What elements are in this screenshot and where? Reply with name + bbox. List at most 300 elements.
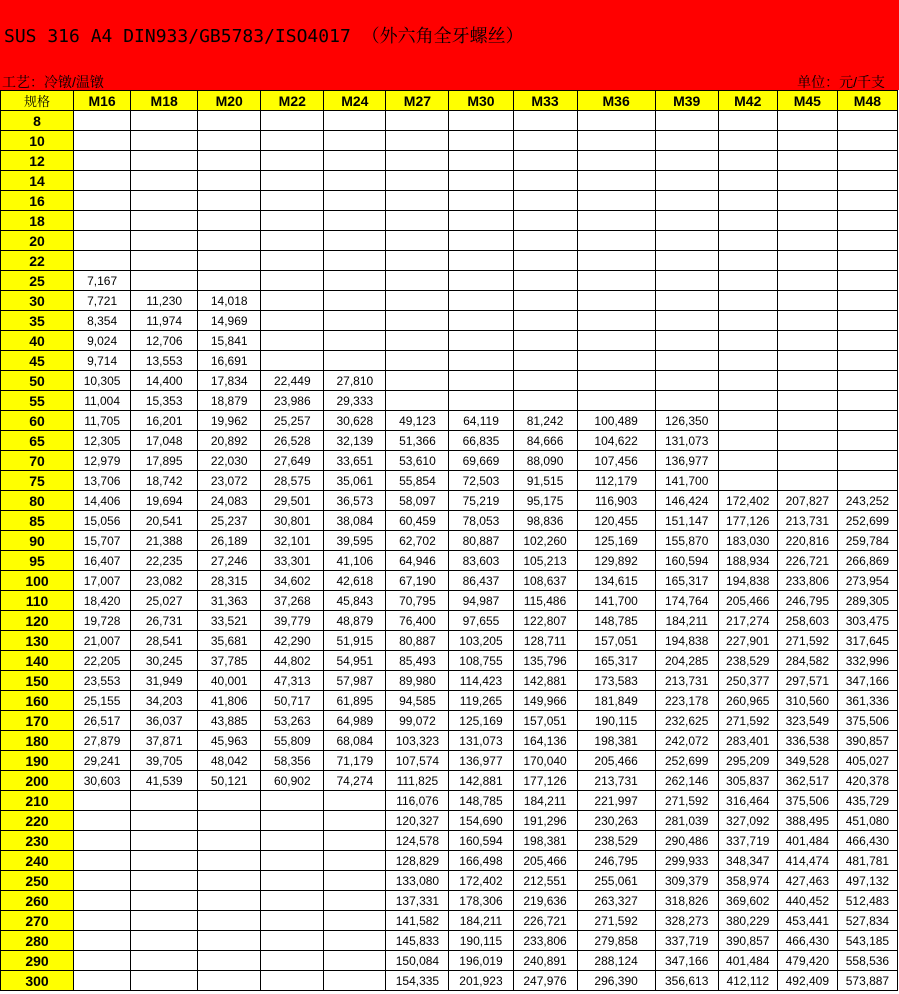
price-cell xyxy=(513,151,577,171)
price-cell: 44,802 xyxy=(261,651,324,671)
price-cell: 242,072 xyxy=(655,731,718,751)
price-cell xyxy=(655,291,718,311)
table-row xyxy=(1,871,898,891)
column-header: M16 xyxy=(74,91,131,111)
price-cell: 310,560 xyxy=(777,691,837,711)
price-cell: 41,106 xyxy=(324,551,386,571)
length-cell: 60 xyxy=(1,411,74,431)
price-cell xyxy=(74,891,131,911)
price-cell xyxy=(324,231,386,251)
price-cell xyxy=(198,151,261,171)
price-cell: 131,073 xyxy=(655,431,718,451)
price-cell xyxy=(198,211,261,231)
price-cell: 107,456 xyxy=(577,451,655,471)
price-cell xyxy=(131,231,198,251)
price-cell: 388,495 xyxy=(777,811,837,831)
price-cell: 128,711 xyxy=(513,631,577,651)
price-cell xyxy=(261,151,324,171)
price-cell xyxy=(837,231,897,251)
price-cell xyxy=(324,791,386,811)
column-header: M42 xyxy=(718,91,777,111)
length-cell: 140 xyxy=(1,651,74,671)
price-cell xyxy=(324,831,386,851)
price-cell xyxy=(655,251,718,271)
length-cell: 80 xyxy=(1,491,74,511)
price-cell: 103,205 xyxy=(449,631,513,651)
price-cell: 283,401 xyxy=(718,731,777,751)
price-cell xyxy=(74,831,131,851)
price-cell xyxy=(777,251,837,271)
price-cell xyxy=(324,951,386,971)
table-row xyxy=(1,431,898,451)
price-cell: 88,090 xyxy=(513,451,577,471)
price-cell: 250,377 xyxy=(718,671,777,691)
price-cell xyxy=(74,871,131,891)
price-cell: 99,072 xyxy=(386,711,449,731)
price-cell xyxy=(198,931,261,951)
price-cell: 19,728 xyxy=(74,611,131,631)
price-cell: 84,666 xyxy=(513,431,577,451)
price-cell: 104,622 xyxy=(577,431,655,451)
price-cell xyxy=(777,231,837,251)
price-cell: 64,989 xyxy=(324,711,386,731)
price-cell xyxy=(449,351,513,371)
price-cell: 226,721 xyxy=(513,911,577,931)
price-cell: 405,027 xyxy=(837,751,897,771)
price-cell: 35,681 xyxy=(198,631,261,651)
length-cell: 160 xyxy=(1,691,74,711)
price-cell: 412,112 xyxy=(718,971,777,991)
price-cell: 39,705 xyxy=(131,751,198,771)
price-cell xyxy=(837,131,897,151)
price-cell xyxy=(655,131,718,151)
price-cell: 213,731 xyxy=(655,671,718,691)
table-row xyxy=(1,271,898,291)
table-row xyxy=(1,791,898,811)
price-cell: 39,595 xyxy=(324,531,386,551)
price-cell: 170,040 xyxy=(513,751,577,771)
price-cell: 23,553 xyxy=(74,671,131,691)
table-row xyxy=(1,331,898,351)
price-cell xyxy=(324,911,386,931)
price-cell: 232,625 xyxy=(655,711,718,731)
price-cell: 157,051 xyxy=(577,631,655,651)
price-cell: 74,274 xyxy=(324,771,386,791)
price-cell: 164,136 xyxy=(513,731,577,751)
price-cell: 83,603 xyxy=(449,551,513,571)
price-cell: 427,463 xyxy=(777,871,837,891)
price-cell xyxy=(513,331,577,351)
table-row xyxy=(1,951,898,971)
price-cell: 181,849 xyxy=(577,691,655,711)
price-cell: 226,721 xyxy=(777,551,837,571)
price-cell: 205,466 xyxy=(718,591,777,611)
price-cell xyxy=(449,271,513,291)
price-cell: 25,027 xyxy=(131,591,198,611)
price-cell: 260,965 xyxy=(718,691,777,711)
price-cell xyxy=(386,131,449,151)
price-cell xyxy=(718,411,777,431)
price-cell: 196,019 xyxy=(449,951,513,971)
price-cell: 22,235 xyxy=(131,551,198,571)
price-cell: 47,313 xyxy=(261,671,324,691)
price-cell: 174,764 xyxy=(655,591,718,611)
price-cell: 246,795 xyxy=(777,591,837,611)
price-cell: 318,826 xyxy=(655,891,718,911)
price-cell: 466,430 xyxy=(837,831,897,851)
price-cell: 414,474 xyxy=(777,851,837,871)
price-cell xyxy=(655,211,718,231)
price-cell: 71,179 xyxy=(324,751,386,771)
length-cell: 230 xyxy=(1,831,74,851)
price-cell: 207,827 xyxy=(777,491,837,511)
price-cell xyxy=(837,271,897,291)
price-cell: 66,835 xyxy=(449,431,513,451)
price-cell: 212,551 xyxy=(513,871,577,891)
price-cell xyxy=(777,151,837,171)
column-header: M24 xyxy=(324,91,386,111)
price-cell: 479,420 xyxy=(777,951,837,971)
price-cell xyxy=(324,251,386,271)
price-cell: 91,515 xyxy=(513,471,577,491)
column-header: M39 xyxy=(655,91,718,111)
price-cell xyxy=(324,851,386,871)
price-cell xyxy=(386,191,449,211)
price-cell xyxy=(655,271,718,291)
length-cell: 190 xyxy=(1,751,74,771)
price-cell xyxy=(718,391,777,411)
price-cell xyxy=(655,311,718,331)
price-cell: 217,274 xyxy=(718,611,777,631)
price-cell: 37,871 xyxy=(131,731,198,751)
price-cell: 154,690 xyxy=(449,811,513,831)
price-cell: 115,486 xyxy=(513,591,577,611)
price-cell: 15,841 xyxy=(198,331,261,351)
price-cell: 25,257 xyxy=(261,411,324,431)
length-cell: 130 xyxy=(1,631,74,651)
price-cell: 273,954 xyxy=(837,571,897,591)
price-cell: 271,592 xyxy=(577,911,655,931)
price-cell xyxy=(324,931,386,951)
price-cell xyxy=(131,811,198,831)
price-cell: 30,801 xyxy=(261,511,324,531)
price-cell: 497,132 xyxy=(837,871,897,891)
price-cell xyxy=(131,831,198,851)
table-row xyxy=(1,371,898,391)
price-cell: 380,229 xyxy=(718,911,777,931)
price-cell xyxy=(718,431,777,451)
price-cell xyxy=(74,791,131,811)
price-cell xyxy=(131,891,198,911)
price-cell: 112,179 xyxy=(577,471,655,491)
price-cell xyxy=(449,131,513,151)
price-cell: 173,583 xyxy=(577,671,655,691)
table-row xyxy=(1,711,898,731)
price-cell xyxy=(718,371,777,391)
price-cell xyxy=(777,471,837,491)
length-cell: 22 xyxy=(1,251,74,271)
price-cell xyxy=(777,131,837,151)
price-cell: 14,018 xyxy=(198,291,261,311)
price-cell xyxy=(131,131,198,151)
price-cell xyxy=(74,851,131,871)
table-row xyxy=(1,451,898,471)
price-cell: 453,441 xyxy=(777,911,837,931)
price-cell: 137,331 xyxy=(386,891,449,911)
price-cell: 108,637 xyxy=(513,571,577,591)
price-cell xyxy=(837,151,897,171)
length-cell: 280 xyxy=(1,931,74,951)
price-cell xyxy=(261,951,324,971)
price-cell: 435,729 xyxy=(837,791,897,811)
length-cell: 30 xyxy=(1,291,74,311)
price-cell xyxy=(261,851,324,871)
price-cell: 451,080 xyxy=(837,811,897,831)
price-cell: 13,553 xyxy=(131,351,198,371)
price-cell xyxy=(837,391,897,411)
unit-label: 单位：元/千支 xyxy=(797,74,885,90)
length-cell: 14 xyxy=(1,171,74,191)
table-row xyxy=(1,971,898,991)
price-cell xyxy=(261,131,324,151)
price-cell xyxy=(577,171,655,191)
price-cell: 262,146 xyxy=(655,771,718,791)
price-cell: 288,124 xyxy=(577,951,655,971)
price-cell xyxy=(386,251,449,271)
price-cell: 80,887 xyxy=(449,531,513,551)
price-cell: 23,072 xyxy=(198,471,261,491)
column-header: M48 xyxy=(837,91,897,111)
price-cell xyxy=(131,851,198,871)
price-cell xyxy=(513,251,577,271)
price-cell: 146,424 xyxy=(655,491,718,511)
price-cell xyxy=(777,451,837,471)
table-row xyxy=(1,731,898,751)
price-cell xyxy=(513,391,577,411)
price-cell xyxy=(449,291,513,311)
price-cell: 309,379 xyxy=(655,871,718,891)
price-cell: 21,388 xyxy=(131,531,198,551)
price-cell: 14,406 xyxy=(74,491,131,511)
price-cell: 49,123 xyxy=(386,411,449,431)
price-cell: 243,252 xyxy=(837,491,897,511)
price-cell xyxy=(718,451,777,471)
price-cell: 327,092 xyxy=(718,811,777,831)
table-row xyxy=(1,551,898,571)
price-cell: 111,825 xyxy=(386,771,449,791)
length-cell: 40 xyxy=(1,331,74,351)
price-cell xyxy=(837,111,897,131)
price-cell: 27,246 xyxy=(198,551,261,571)
price-cell: 105,213 xyxy=(513,551,577,571)
column-header: M18 xyxy=(131,91,198,111)
price-cell: 11,705 xyxy=(74,411,131,431)
table-row xyxy=(1,751,898,771)
price-cell xyxy=(577,371,655,391)
length-cell: 250 xyxy=(1,871,74,891)
price-cell: 573,887 xyxy=(837,971,897,991)
table-row xyxy=(1,671,898,691)
price-cell xyxy=(449,191,513,211)
column-header: M30 xyxy=(449,91,513,111)
price-cell xyxy=(74,231,131,251)
price-cell: 18,742 xyxy=(131,471,198,491)
price-cell: 94,585 xyxy=(386,691,449,711)
price-cell xyxy=(837,171,897,191)
price-cell xyxy=(837,451,897,471)
price-cell: 31,363 xyxy=(198,591,261,611)
price-cell: 151,147 xyxy=(655,511,718,531)
price-cell xyxy=(837,431,897,451)
price-cell: 124,578 xyxy=(386,831,449,851)
price-cell: 28,541 xyxy=(131,631,198,651)
price-cell xyxy=(777,431,837,451)
price-cell: 58,097 xyxy=(386,491,449,511)
price-cell: 134,615 xyxy=(577,571,655,591)
price-cell: 492,409 xyxy=(777,971,837,991)
price-cell xyxy=(74,911,131,931)
price-cell: 58,356 xyxy=(261,751,324,771)
price-cell: 246,795 xyxy=(577,851,655,871)
price-cell xyxy=(324,151,386,171)
table-row xyxy=(1,511,898,531)
price-cell: 198,381 xyxy=(577,731,655,751)
price-cell xyxy=(198,131,261,151)
price-cell xyxy=(837,371,897,391)
column-header: M36 xyxy=(577,91,655,111)
price-cell: 362,517 xyxy=(777,771,837,791)
price-cell: 13,706 xyxy=(74,471,131,491)
price-cell xyxy=(718,131,777,151)
price-cell xyxy=(837,331,897,351)
column-header: M27 xyxy=(386,91,449,111)
price-cell xyxy=(718,471,777,491)
price-cell xyxy=(513,111,577,131)
price-cell: 356,613 xyxy=(655,971,718,991)
price-cell: 332,996 xyxy=(837,651,897,671)
price-cell: 172,402 xyxy=(449,871,513,891)
price-cell: 38,084 xyxy=(324,511,386,531)
table-row xyxy=(1,471,898,491)
price-cell: 54,951 xyxy=(324,651,386,671)
price-cell: 16,691 xyxy=(198,351,261,371)
price-cell xyxy=(577,291,655,311)
price-cell: 281,039 xyxy=(655,811,718,831)
price-cell: 323,549 xyxy=(777,711,837,731)
price-cell: 247,976 xyxy=(513,971,577,991)
price-cell xyxy=(324,291,386,311)
price-cell: 201,923 xyxy=(449,971,513,991)
price-cell xyxy=(718,291,777,311)
table-row xyxy=(1,531,898,551)
price-cell: 122,807 xyxy=(513,611,577,631)
price-cell: 41,806 xyxy=(198,691,261,711)
price-cell: 369,602 xyxy=(718,891,777,911)
price-cell xyxy=(449,211,513,231)
table-row xyxy=(1,591,898,611)
price-cell: 227,901 xyxy=(718,631,777,651)
price-cell: 23,082 xyxy=(131,571,198,591)
price-cell xyxy=(777,211,837,231)
price-cell xyxy=(718,191,777,211)
price-cell: 32,139 xyxy=(324,431,386,451)
price-cell: 184,211 xyxy=(449,911,513,931)
price-cell: 190,115 xyxy=(449,931,513,951)
price-cell xyxy=(131,171,198,191)
price-cell: 26,731 xyxy=(131,611,198,631)
price-cell xyxy=(655,371,718,391)
price-cell xyxy=(324,111,386,131)
price-cell xyxy=(386,271,449,291)
price-cell: 375,506 xyxy=(837,711,897,731)
price-cell xyxy=(261,191,324,211)
price-cell xyxy=(261,351,324,371)
price-cell: 18,420 xyxy=(74,591,131,611)
price-cell: 198,381 xyxy=(513,831,577,851)
price-cell xyxy=(198,791,261,811)
price-cell xyxy=(198,171,261,191)
price-cell xyxy=(449,331,513,351)
price-cell: 347,166 xyxy=(655,951,718,971)
price-cell: 19,694 xyxy=(131,491,198,511)
price-cell xyxy=(261,331,324,351)
price-cell: 142,881 xyxy=(449,771,513,791)
price-cell: 37,785 xyxy=(198,651,261,671)
price-cell: 12,979 xyxy=(74,451,131,471)
length-cell: 100 xyxy=(1,571,74,591)
price-cell: 178,306 xyxy=(449,891,513,911)
price-cell: 155,870 xyxy=(655,531,718,551)
price-cell xyxy=(324,191,386,211)
price-cell xyxy=(131,211,198,231)
length-cell: 260 xyxy=(1,891,74,911)
price-cell: 11,004 xyxy=(74,391,131,411)
length-cell: 20 xyxy=(1,231,74,251)
price-cell: 35,061 xyxy=(324,471,386,491)
price-cell xyxy=(131,791,198,811)
price-cell xyxy=(261,791,324,811)
price-cell xyxy=(386,111,449,131)
price-table xyxy=(0,90,898,991)
price-cell: 289,305 xyxy=(837,591,897,611)
price-cell xyxy=(655,231,718,251)
price-cell: 69,669 xyxy=(449,451,513,471)
price-cell: 34,602 xyxy=(261,571,324,591)
price-cell: 32,101 xyxy=(261,531,324,551)
price-cell: 142,881 xyxy=(513,671,577,691)
price-cell xyxy=(131,871,198,891)
price-cell xyxy=(513,371,577,391)
price-cell: 86,437 xyxy=(449,571,513,591)
price-cell: 95,175 xyxy=(513,491,577,511)
price-cell: 148,785 xyxy=(577,611,655,631)
price-cell xyxy=(198,231,261,251)
price-cell: 120,327 xyxy=(386,811,449,831)
price-cell xyxy=(718,271,777,291)
price-cell: 238,529 xyxy=(577,831,655,851)
price-cell xyxy=(74,971,131,991)
price-cell: 76,400 xyxy=(386,611,449,631)
price-cell: 233,806 xyxy=(777,571,837,591)
price-cell xyxy=(449,231,513,251)
price-cell: 20,892 xyxy=(198,431,261,451)
price-cell: 18,879 xyxy=(198,391,261,411)
price-cell xyxy=(261,911,324,931)
price-cell: 55,854 xyxy=(386,471,449,491)
price-cell: 297,571 xyxy=(777,671,837,691)
length-cell: 120 xyxy=(1,611,74,631)
price-cell: 31,949 xyxy=(131,671,198,691)
